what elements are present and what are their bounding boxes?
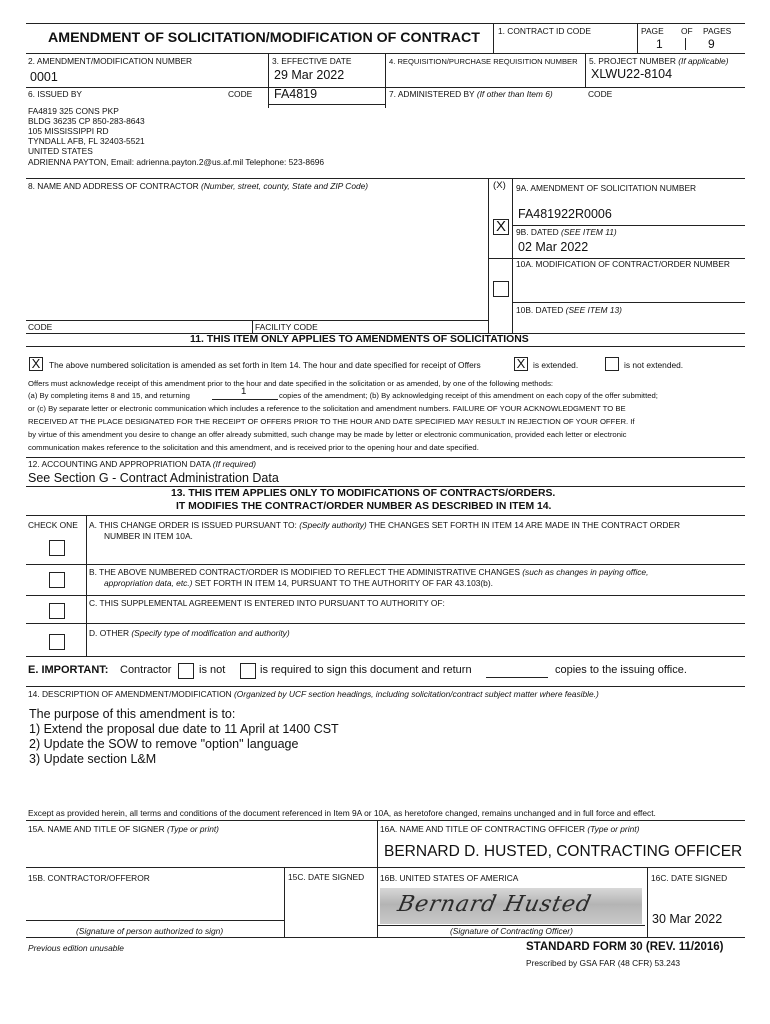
rule-item13 bbox=[26, 486, 745, 487]
code-underline bbox=[268, 104, 385, 105]
req-label: 4. REQUISITION/PURCHASE REQUISITION NUMBER bbox=[389, 57, 578, 66]
vline-proj5 bbox=[585, 53, 586, 87]
contractor-label bbox=[28, 181, 368, 191]
rule-item14 bbox=[26, 686, 745, 687]
date-signed-value: 30 Mar 2022 bbox=[652, 912, 723, 926]
checkbox-13d[interactable] bbox=[49, 634, 65, 650]
item14-label-note: (Organized by UCF section headings, including solicitation/contract subject matter where feasible.) bbox=[233, 689, 599, 699]
of-label: OF bbox=[681, 26, 693, 36]
item13d-note: (Specify type of modification and authority) bbox=[131, 628, 290, 638]
copies-value: 1 bbox=[241, 386, 247, 397]
vline-15c bbox=[284, 867, 285, 937]
rule-13c bbox=[26, 595, 745, 596]
signer-label-text: 15A. NAME AND TITLE OF SIGNER bbox=[28, 824, 165, 834]
dated-9b-text: 9B. DATED bbox=[516, 227, 559, 237]
item13a-text-1: A. THIS CHANGE ORDER IS ISSUED PURSUANT TO: bbox=[89, 520, 297, 530]
checkbox-not-extended[interactable] bbox=[605, 357, 619, 371]
date-signed-15c-label: 15C. DATE SIGNED bbox=[288, 872, 365, 882]
officer-signature bbox=[380, 888, 642, 924]
amend-no-value: 0001 bbox=[30, 70, 58, 84]
item12-label-text: 12. ACCOUNTING AND APPROPRIATION DATA bbox=[28, 459, 211, 469]
vline-contractid bbox=[493, 23, 494, 53]
item14-label bbox=[28, 689, 599, 699]
page-label: PAGE bbox=[641, 26, 664, 36]
eff-date-label: 3. EFFECTIVE DATE bbox=[272, 56, 352, 66]
item13b-note2: appropriation data, etc.) bbox=[104, 578, 193, 588]
vline-16a bbox=[377, 820, 378, 937]
checkbox-13b[interactable] bbox=[49, 572, 65, 588]
item11-line3: or (c) By separate letter or electronic communication which includes a reference to the solicitation and amendment numbers. FAILURE OF YOUR ACKNOWLEDGMENT TO BE bbox=[28, 404, 626, 413]
item11-line2a: (a) By completing items 8 and 15, and returning bbox=[28, 391, 190, 400]
issued-by-label: 6. ISSUED BY bbox=[28, 89, 82, 99]
copies-return-underline bbox=[486, 677, 548, 678]
item13a-text-2: THE CHANGES SET FORTH IN ITEM 14 ARE MADE IN THE CONTRACT ORDER bbox=[368, 520, 681, 530]
address-line-5: UNITED STATES bbox=[28, 146, 93, 156]
date-signed-16c-label: 16C. DATE SIGNED bbox=[651, 873, 728, 883]
item14-line-1: The purpose of this amendment is to: bbox=[29, 707, 236, 721]
amended-text: The above numbered solicitation is amended as set forth in Item 14. The hour and date specified for receipt of Offers bbox=[49, 360, 481, 370]
address-line-3: 105 MISSISSIPPI RD bbox=[28, 126, 109, 136]
admin-label bbox=[389, 89, 553, 99]
contractor-label-text: 8. NAME AND ADDRESS OF CONTRACTOR bbox=[28, 181, 199, 191]
officer-label bbox=[380, 824, 639, 834]
important-copies: copies to the issuing office. bbox=[555, 664, 687, 676]
item13b-text-1: B. THE ABOVE NUMBERED CONTRACT/ORDER IS MODIFIED TO REFLECT THE ADMINISTRATIVE CHANGES bbox=[89, 567, 520, 577]
checkbox-9a[interactable]: X bbox=[493, 219, 509, 235]
admin-label-note: (If other than Item 6) bbox=[476, 89, 553, 99]
vline-date3 bbox=[268, 53, 269, 108]
check-one-label: CHECK ONE bbox=[28, 520, 78, 530]
not-extended-label: is not extended. bbox=[624, 360, 684, 370]
except-text: Except as provided herein, all terms and conditions of the document referenced in Item 9A or 10A, as heretofore changed, remains unchanged and in full force and effect. bbox=[28, 808, 656, 818]
item11-line5: by virtue of this amendment you desire to change an offer already submitted, such change may be made by letter or electronic communication, provided each letter or electronic bbox=[28, 430, 627, 439]
facility-code-label: FACILITY CODE bbox=[255, 322, 318, 332]
item13b-text bbox=[89, 567, 648, 577]
vline-page bbox=[637, 23, 638, 53]
item13c-text: C. THIS SUPPLEMENTAL AGREEMENT IS ENTERED INTO PURSUANT TO AUTHORITY OF: bbox=[89, 598, 445, 608]
contract-id-label: 1. CONTRACT ID CODE bbox=[498, 26, 591, 36]
signer-label-note: (Type or print) bbox=[167, 824, 219, 834]
signer-label bbox=[28, 824, 219, 834]
sig-person-caption: (Signature of person authorized to sign) bbox=[76, 926, 224, 936]
address-line-1: FA4819 325 CONS PKP bbox=[28, 106, 119, 116]
item13b-text-line2 bbox=[104, 578, 493, 588]
project-value: XLWU22-8104 bbox=[591, 67, 673, 81]
dated-9b-value: 02 Mar 2022 bbox=[518, 240, 589, 254]
address-line-2: BLDG 36235 CP 850-283-8643 bbox=[28, 116, 145, 126]
project-label-text: 5. PROJECT NUMBER bbox=[589, 56, 676, 66]
item13a-text-3: NUMBER IN ITEM 10A. bbox=[104, 531, 193, 541]
vline-x bbox=[488, 178, 489, 333]
item13b-text-2: SET FORTH IN ITEM 14, PURSUANT TO THE AUTHORITY OF FAR 43.103(b). bbox=[194, 578, 493, 588]
checkbox-is-not[interactable] bbox=[178, 663, 194, 679]
item13a-note: (Specify authority) bbox=[299, 520, 367, 530]
pages-value: 9 bbox=[708, 37, 715, 51]
rule-footer bbox=[26, 820, 745, 821]
vline-x2 bbox=[512, 178, 513, 333]
previous-edition-note: Previous edition unusable bbox=[28, 943, 124, 953]
rule-13d bbox=[26, 623, 745, 624]
rule-item13-b bbox=[26, 515, 745, 516]
item11-line1: Offers must acknowledge receipt of this amendment prior to the hour and date specified in the solicitation or as amended, by one of the following methods: bbox=[28, 379, 554, 388]
item13-heading1: 13. THIS ITEM APPLIES ONLY TO MODIFICATIONS OF CONTRACTS/ORDERS. bbox=[171, 488, 556, 499]
contractor-offeror-label: 15B. CONTRACTOR/OFFEROR bbox=[28, 873, 150, 883]
rule-9b bbox=[512, 225, 745, 226]
item14-label-text: 14. DESCRIPTION OF AMENDMENT/MODIFICATION bbox=[28, 689, 232, 699]
officer-label-note: (Type or print) bbox=[587, 824, 640, 834]
project-label-note: (If applicable) bbox=[678, 56, 729, 66]
item12-value: See Section G - Contract Administration Data bbox=[28, 471, 279, 485]
dated-10b-label bbox=[516, 305, 622, 315]
officer-name: BERNARD D. HUSTED, CONTRACTING OFFICER bbox=[384, 843, 743, 860]
rule-item12 bbox=[26, 457, 745, 458]
item13d-text-1: D. OTHER bbox=[89, 628, 130, 638]
issued-code-value: FA4819 bbox=[274, 87, 318, 101]
x-column-label: (X) bbox=[493, 180, 506, 191]
rule-bottom bbox=[26, 937, 745, 938]
vline-req4 bbox=[385, 53, 386, 108]
vline-checkone bbox=[86, 515, 87, 656]
rule-13b bbox=[26, 564, 745, 565]
admin-code-label: CODE bbox=[588, 89, 613, 99]
dated-10b-text: 10B. DATED bbox=[516, 305, 564, 315]
rule-10b bbox=[512, 302, 745, 303]
rule-code-row bbox=[26, 320, 488, 321]
copies-underline bbox=[212, 399, 278, 400]
item11-heading: 11. THIS ITEM ONLY APPLIES TO AMENDMENTS OF SOLICITATIONS bbox=[190, 334, 529, 345]
item13d-text bbox=[89, 628, 290, 638]
officer-label-text: 16A. NAME AND TITLE OF CONTRACTING OFFICER bbox=[380, 824, 586, 834]
item11-line6: communication makes reference to the solicitation and this amendment, and is received prior to the opening hour and date specified. bbox=[28, 443, 479, 452]
amend-sol-value: FA481922R0006 bbox=[518, 207, 612, 221]
address-line-6: ADRIENNA PAYTON, Email: adrienna.payton.2@us.af.mil Telephone: 523-8696 bbox=[28, 157, 325, 167]
rule-item11-b bbox=[26, 346, 745, 347]
mod-label: 10A. MODIFICATION OF CONTRACT/ORDER NUMBER bbox=[516, 259, 730, 269]
item14-line-3: 2) Update the SOW to remove "option" language bbox=[29, 737, 299, 751]
rule-15b bbox=[26, 867, 745, 868]
vline-16c bbox=[647, 867, 648, 937]
usa-label: 16B. UNITED STATES OF AMERICA bbox=[380, 873, 519, 883]
item11-line2b: copies of the amendment; (b) By acknowledging receipt of this amendment on each copy of the offer submitted; bbox=[279, 391, 658, 400]
dated-10b-note: (SEE ITEM 13) bbox=[565, 305, 622, 315]
item12-label bbox=[28, 459, 256, 469]
signature-script: Bernard Husted bbox=[395, 892, 594, 917]
important-is-not: is not bbox=[199, 664, 226, 676]
item13-heading2: IT MODIFIES THE CONTRACT/ORDER NUMBER AS DESCRIBED IN ITEM 14. bbox=[176, 501, 552, 512]
extended-label: is extended. bbox=[533, 360, 579, 370]
checkbox-10a[interactable] bbox=[493, 281, 509, 297]
item13b-note: (such as changes in paying office, bbox=[522, 567, 649, 577]
checkbox-extended[interactable]: X bbox=[514, 357, 528, 371]
page-value: 1 bbox=[656, 37, 663, 51]
important-contractor: Contractor bbox=[120, 664, 172, 676]
item12-label-note: (If required) bbox=[212, 459, 257, 469]
rule-important bbox=[26, 656, 745, 657]
checkbox-13a[interactable] bbox=[49, 540, 65, 556]
amend-sol-label: 9A. AMENDMENT OF SOLICITATION NUMBER bbox=[516, 183, 697, 193]
amend-no-label: 2. AMENDMENT/MODIFICATION NUMBER bbox=[28, 56, 193, 66]
rule-sig bbox=[26, 920, 284, 921]
project-label bbox=[589, 56, 728, 66]
eff-date-value: 29 Mar 2022 bbox=[274, 68, 345, 82]
important-label: E. IMPORTANT: bbox=[28, 664, 109, 676]
form-title: AMENDMENT OF SOLICITATION/MODIFICATION OF CONTRACT bbox=[48, 30, 480, 46]
address-line-4: TYNDALL AFB, FL 32403-5521 bbox=[28, 136, 145, 146]
item13a-text bbox=[89, 520, 680, 530]
item14-line-2: 1) Extend the proposal due date to 11 April at 1400 CST bbox=[29, 722, 339, 736]
item14-line-4: 3) Update section L&M bbox=[29, 752, 157, 766]
checkbox-is-required[interactable] bbox=[240, 663, 256, 679]
vline-facility bbox=[252, 320, 253, 333]
page-divider bbox=[685, 38, 686, 50]
dated-9b-label bbox=[516, 227, 617, 237]
code-label: CODE bbox=[28, 322, 53, 332]
checkbox-amended[interactable]: X bbox=[29, 357, 43, 371]
sig-officer-caption: (Signature of Contracting Officer) bbox=[450, 926, 573, 936]
checkbox-13c[interactable] bbox=[49, 603, 65, 619]
issued-code-label: CODE bbox=[228, 89, 253, 99]
item11-line4: RECEIVED AT THE PLACE DESIGNATED FOR THE RECEIPT OF OFFERS PRIOR TO THE HOUR AND DATE SPECIFIED MAY RESULT IN REJECTION OF YOUR OFFER. If bbox=[28, 417, 635, 426]
rule-row8 bbox=[26, 178, 745, 179]
dated-9b-note: (SEE ITEM 11) bbox=[561, 227, 617, 237]
contractor-label-note: (Number, street, county, State and ZIP Code) bbox=[200, 181, 369, 191]
important-is-required: is required to sign this document and return bbox=[260, 664, 472, 676]
standard-form-name: STANDARD FORM 30 (REV. 11/2016) bbox=[526, 941, 724, 953]
pages-label: PAGES bbox=[703, 26, 732, 36]
admin-label-text: 7. ADMINISTERED BY bbox=[389, 89, 475, 99]
prescribed-note: Prescribed by GSA FAR (48 CFR) 53.243 bbox=[526, 958, 681, 968]
